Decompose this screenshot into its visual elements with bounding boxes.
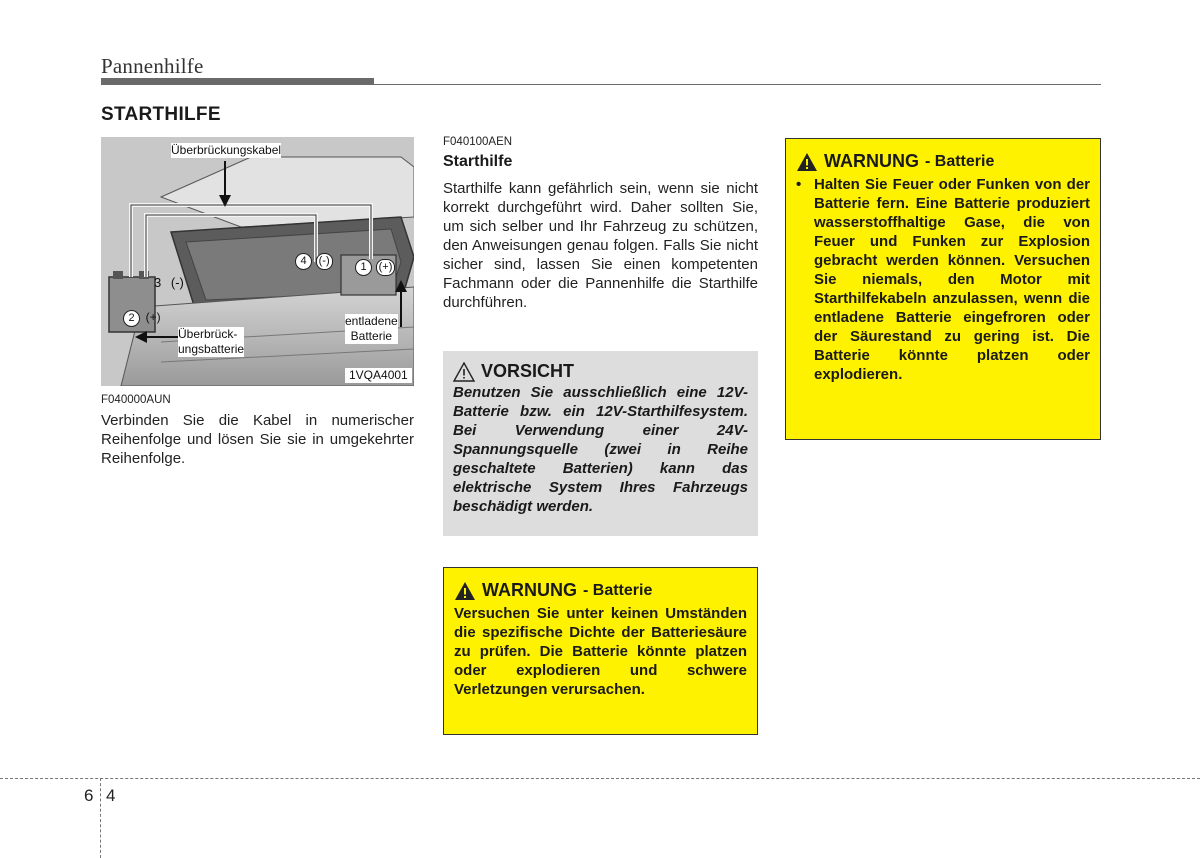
caution-text: Benutzen Sie ausschließlich eine 12V-Batterie bzw. ein 12V-Starthilfesystem. Bei Verwendung einer 24V-Spannungsquelle (zwei in Reihe geschaltete Batterien) kann das elektrische System Ihres Fahrzeugs beschädigt werden. <box>453 384 748 515</box>
terminal-2 <box>123 309 161 327</box>
terminal-3 <box>154 275 184 290</box>
section-title: STARTHILFE <box>101 104 221 125</box>
terminal-2-sign: (+) <box>145 310 161 324</box>
warning-subtitle: - Batterie <box>583 581 653 599</box>
warning-bullet-item <box>796 175 1090 384</box>
discharged-battery-label: entladene Batterie <box>345 314 398 343</box>
terminal-4-number: 4 <box>295 253 312 270</box>
chapter-title: Pannenhilfe <box>101 54 204 78</box>
mid-heading: Starthilfe <box>443 153 513 170</box>
figure-code: 1VQA4001 <box>345 368 412 383</box>
caution-title: VORSICHT <box>481 361 575 381</box>
page-number: 4 <box>106 786 116 805</box>
booster-battery-label: Überbrück- ungsbatterie <box>178 327 245 356</box>
terminal-4 <box>295 252 333 270</box>
warning-title: WARNUNG <box>482 580 577 600</box>
jump-start-illustration <box>101 137 414 386</box>
caution-box <box>443 351 758 536</box>
left-ref-code: F040000AUN <box>101 394 171 406</box>
warning-header <box>454 580 747 601</box>
warning-subtitle: - Batterie <box>925 152 995 170</box>
chapter-number: 6 <box>84 786 94 805</box>
left-body-text: Verbinden Sie die Kabel in numerischer Reihenfolge und lösen Sie sie in umgekehrter Reihenfolge. <box>101 412 414 467</box>
footer-dashed-divider <box>100 778 101 858</box>
warning-box-fire <box>785 138 1101 440</box>
warning-triangle-icon <box>454 581 476 601</box>
header-rule-thick <box>101 78 374 85</box>
footer-dashed-line <box>0 778 1200 779</box>
terminal-3-sign: (-) <box>170 275 184 290</box>
warning-header <box>796 151 1090 172</box>
warning-text: Halten Sie Feuer oder Funken von der Batterie fern. Eine Batterie produziert wasserstoffhaltige Gase, die von Feuer und Funken zur Explosion gebracht werden können. Versuchen Sie niemals, den Motor mit Starthilfekabeln anzulassen, wenn die entladene Batterie eingefroren oder der Säurestand zu gering ist. Die Batterie könnte platzen oder explodieren. <box>814 176 1090 383</box>
terminal-2-number: 2 <box>123 310 140 327</box>
caution-triangle-icon <box>453 362 475 382</box>
terminal-1 <box>355 258 395 276</box>
mid-ref-code: F040100AEN <box>443 136 513 148</box>
terminal-3-number: 3 <box>154 275 162 290</box>
cable-label: Überbrückungskabel <box>171 143 282 157</box>
terminal-4-sign: (-) <box>316 253 333 270</box>
header-rule-thin <box>374 84 1101 85</box>
terminal-1-sign: (+) <box>376 259 396 276</box>
warning-title: WARNUNG <box>824 151 919 171</box>
caution-header <box>453 361 748 382</box>
bullet-marker: • <box>796 176 802 193</box>
warning-triangle-icon <box>796 152 818 172</box>
mid-body-text: Starthilfe kann gefährlich sein, wenn sie nicht korrekt durchgeführt wird. Daher sollten Sie, um sich selber und Ihr Fahrzeug zu schützen, den Anweisungen genau folgen. Falls Sie nicht sicher sind, lassen Sie einen kompetenten Fachmann oder die Pannenhilfe die Starthilfe durchführen. <box>443 180 758 311</box>
terminal-1-number: 1 <box>355 259 372 276</box>
warning-box-density <box>443 567 758 735</box>
warning-text: Versuchen Sie unter keinen Umständen die spezifische Dichte der Batteriesäure zu prüfen. Die Batterie könnte platzen oder explodieren und schwere Verletzungen verursachen. <box>454 605 747 698</box>
